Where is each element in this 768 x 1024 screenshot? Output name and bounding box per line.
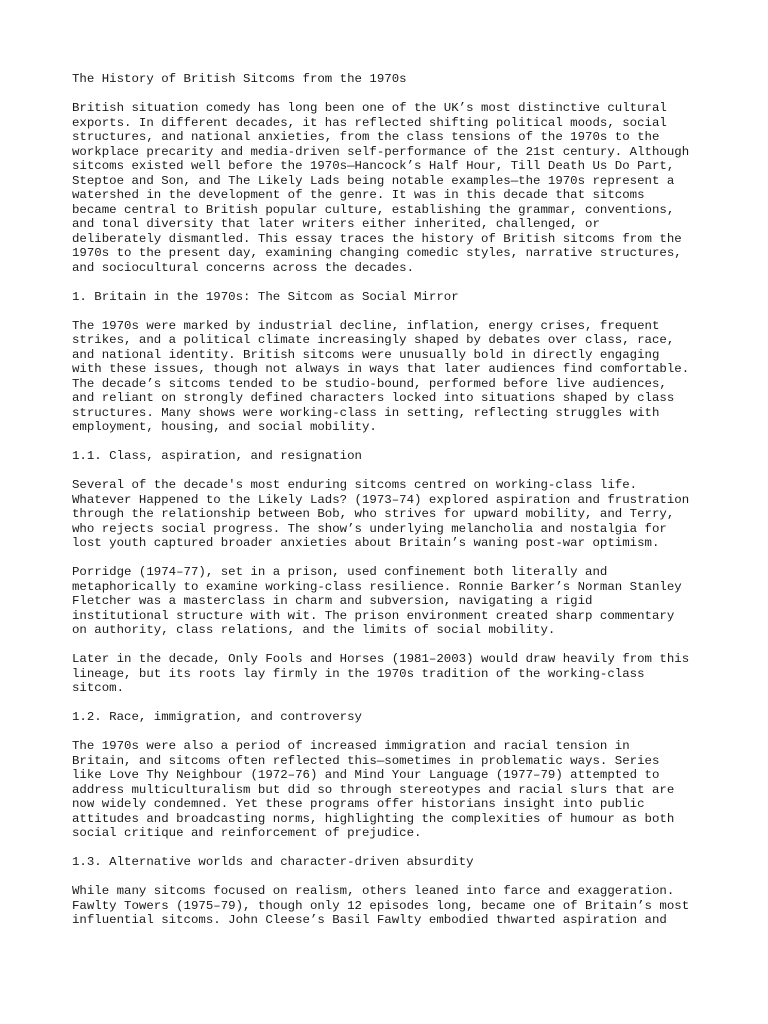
section-1-3-heading: 1.3. Alternative worlds and character-driven absurdity xyxy=(72,855,474,869)
document-title: The History of British Sitcoms from the 1970s xyxy=(72,72,407,86)
section-1-1-paragraph-2: Porridge (1974–77), set in a prison, used confinement both literally and metaphorically to examine working-class resilience. Ronnie Barker’s Norman Stanley Fletcher was a masterclass in charm and subversion, navigating a rigid institutional structure with wit. The prison environment created sharp commentary on authority, class relations, and the limits of social mobility. xyxy=(72,565,682,637)
section-1-1-heading: 1.1. Class, aspiration, and resignation xyxy=(72,449,362,463)
section-1-heading: 1. Britain in the 1970s: The Sitcom as Social Mirror xyxy=(72,289,459,304)
section-1-1-paragraph-1: Several of the decade's most enduring sitcoms centred on working-class life. Whatever Happened to the Likely Lads? (1973–74) explored aspiration and frustration through the relationship between Bob, who strives for upward mobility, and Terry, who rejects social progress. The show’s underlying melancholia and nostalgia for lost youth captured broader anxieties about Britain’s waning post-war optimism. xyxy=(72,478,690,550)
document-page xyxy=(72,72,712,942)
section-1-3-paragraph: While many sitcoms focused on realism, others leaned into farce and exaggeration. Fawlty Towers (1975–79), though only 12 episodes long, became one of Britain’s most influential sitcoms. John Cleese’s Basil Fawlty embodied thwarted aspiration and xyxy=(72,884,690,927)
section-1-2-paragraph: The 1970s were also a period of increased immigration and racial tension in Britain, and sitcoms often reflected this—sometimes in problematic ways. Series like Love Thy Neighbour (1972–76) and Mind Your Language (1977–79) attempted to address multiculturalism but did so through stereotypes and racial slurs that are now widely condemned. Yet these programs offer historians insight into public attitudes and broadcasting norms, highlighting the complexities of humour as both social critique and reinforcement of prejudice. xyxy=(72,739,675,840)
section-1-paragraph: The 1970s were marked by industrial decline, inflation, energy crises, frequent strikes, and a political climate increasingly shaped by debates over class, race, and national identity. British sitcoms were unusually bold in directly engaging with these issues, though not always in ways that later audiences find comfortable. The decade’s sitcoms tended to be studio-bound, performed before live audiences, and reliant on strongly defined characters locked into situations shaped by class structures. Many shows were working-class in setting, reflecting struggles with employment, housing, and social mobility. xyxy=(72,318,690,434)
intro-paragraph: British situation comedy has long been one of the UK’s most distinctive cultural exports. In different decades, it has reflected shifting political moods, social structures, and national anxieties, from the class tensions of the 1970s to the workplace precarity and media-driven self-performance of the 21st century. Although sitcoms existed well before the 1970s—Hancock’s Half Hour, Till Death Us Do Part, Steptoe and Son, and The Likely Lads being notable examples—the 1970s represent a watershed in the development of the genre. It was in this decade that sitcoms became central to British popular culture, establishing the grammar, conventions, and tonal diversity that later writers either inherited, challenged, or deliberately dismantled. This essay traces the history of British sitcoms from the 1970s to the present day, examining changing comedic styles, narrative structures, and sociocultural concerns across the decades. xyxy=(72,101,690,275)
section-1-2-heading: 1.2. Race, immigration, and controversy xyxy=(72,710,362,724)
section-1-1-paragraph-3: Later in the decade, Only Fools and Horses (1981–2003) would draw heavily from this lineage, but its roots lay firmly in the 1970s tradition of the working-class sitcom. xyxy=(72,652,690,695)
